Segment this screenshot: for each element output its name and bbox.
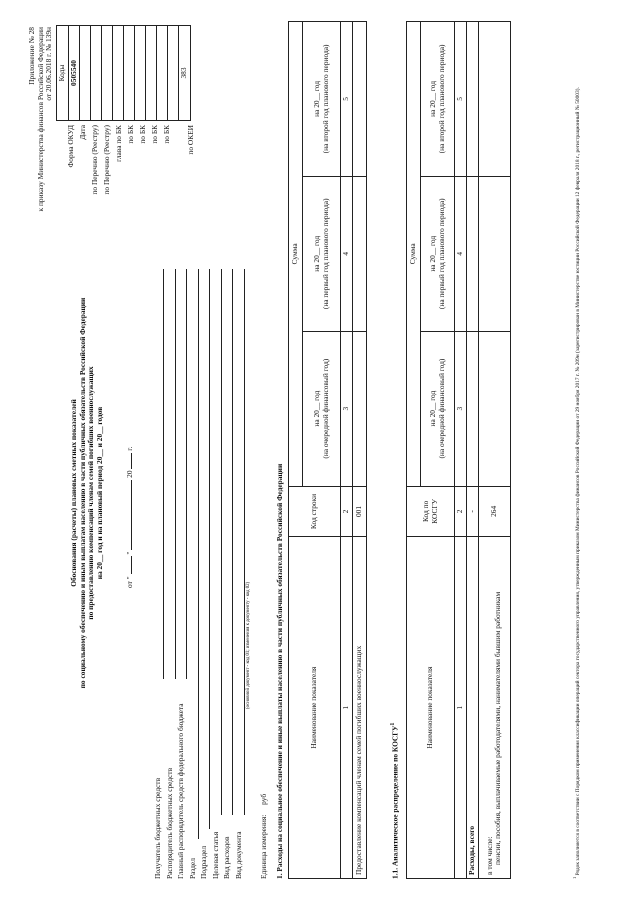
- list1-code-cell[interactable]: [91, 25, 102, 120]
- bk1-code-cell[interactable]: [124, 25, 135, 120]
- s11-col-code: Код по КОСГУ: [407, 486, 455, 537]
- s11-total-year2[interactable]: [466, 176, 478, 331]
- field-label: Распорядитель бюджетных средств: [164, 767, 174, 879]
- s1-num-3: 3: [341, 331, 353, 486]
- title-line-2: по социальному обеспечению и иным выплатам населению в части публичных обязательств Российской Федерации: [77, 297, 87, 688]
- field-label: Главный распорядитель средств федерального бюджета: [176, 702, 185, 879]
- s11-col-year2: на 20__ год (на первый год планового периода): [421, 176, 455, 331]
- footnote: [572, 29, 581, 879]
- date-suffix: г.: [125, 446, 134, 451]
- date-year: 20: [125, 469, 134, 478]
- field-line[interactable]: [244, 269, 245, 815]
- s1-sum-header: Сумма: [289, 21, 303, 486]
- s11-col-year1: на 20__ год (на очередной финансовый год): [421, 331, 455, 486]
- s1-col-year1: на 20__ год (на очередной финансовый год): [303, 331, 341, 486]
- s11-pension-label: пенсии, пособия, выплачиваемые работодателями, нанимателями бывшим работникам: [493, 591, 503, 865]
- s11-num-5: 5: [455, 21, 467, 176]
- field-row: [223, 269, 235, 879]
- footnote-text: Рядок заполняется в соответствии с Порядком применения классификации операций сектора государственного управления, утвержденным приказом Министерства финансов Российской Федерации от 29 ноября 2017 г. № 209н (зарегистрирован в Министерстве юстиции Российской Федерации 12 февраля 2018 г., регистрационный № 50003).: [574, 86, 581, 875]
- s1-row-year3[interactable]: [352, 21, 366, 176]
- fields-list: [154, 269, 252, 879]
- field-line[interactable]: [232, 269, 233, 815]
- appendix-date: от 20.06.2018 г. № 139н: [44, 26, 54, 101]
- section11-table: [406, 21, 511, 879]
- date-code-cell[interactable]: [80, 25, 91, 120]
- field-line[interactable]: [163, 269, 164, 679]
- s11-incl-label: в том числе:: [484, 835, 494, 875]
- field-row: [189, 269, 201, 879]
- form-okud-label: Форма ОКУД: [66, 124, 75, 168]
- s1-row-year2[interactable]: [352, 176, 366, 331]
- empty-code-cell[interactable]: [168, 25, 179, 120]
- field-line[interactable]: [175, 269, 176, 679]
- section11-title-text: 1.1. Аналитическое распределение по КОСГУ: [390, 725, 400, 879]
- field-label: Получатель бюджетных средств: [153, 777, 162, 879]
- section11-title: [390, 722, 400, 878]
- title-line-4: на 20__ год и на плановый период 20__ и 20__ годов: [94, 406, 104, 579]
- field-label: Вид расходов: [222, 836, 231, 879]
- bk2-label: по БК: [138, 124, 147, 144]
- s11-col-name: Наименование показателя: [407, 536, 455, 878]
- footnote-mark: 1: [572, 876, 577, 879]
- s11-num-3: 3: [455, 331, 467, 486]
- unit-label: Единица измерения:: [259, 814, 268, 879]
- field-row: [212, 269, 224, 879]
- field-line[interactable]: [198, 269, 199, 839]
- bk2-code-cell[interactable]: [135, 25, 146, 120]
- bk3-code-cell[interactable]: [146, 25, 157, 120]
- section1-title: 1. Расходы на социальное обеспечение и иные выплаты населению в части публичных обязательств Российской Федерации: [275, 463, 284, 879]
- s11-row-pension: [478, 536, 510, 878]
- doc-type-hint: (основной документ - код 01; изменения к документу - код 02): [246, 581, 251, 709]
- glava-code-cell[interactable]: [113, 25, 124, 120]
- s1-row-code: 001: [352, 486, 366, 537]
- date-middle: ": [125, 551, 134, 555]
- s11-pension-year2[interactable]: [478, 176, 510, 331]
- s1-col-code: Код строки: [289, 486, 341, 537]
- s1-num-1: 1: [341, 536, 353, 878]
- code-labels: [67, 125, 199, 253]
- field-line[interactable]: [221, 269, 222, 815]
- s11-total-year1[interactable]: [466, 331, 478, 486]
- appendix-order: к приказу Министерства финансов Российской Федерации: [35, 26, 45, 211]
- s1-row-year1[interactable]: [352, 331, 366, 486]
- date-month-blank[interactable]: [131, 479, 132, 549]
- bk4-label: по БК: [162, 124, 171, 144]
- form-code-cell: 0505540: [68, 25, 80, 120]
- s11-total-year3[interactable]: [466, 21, 478, 176]
- appendix-header: [28, 27, 54, 407]
- field-label: Вид документа: [233, 830, 243, 879]
- field-label: Целевая статья: [210, 831, 220, 879]
- okei-code-cell: 383: [179, 25, 191, 120]
- title-line-3: по предоставлению компенсаций членам семей погибших военнослужащих: [86, 365, 96, 620]
- s1-col-name: Наименование показателя: [289, 536, 341, 878]
- s11-num-1: 1: [455, 536, 467, 878]
- appendix-number: Приложение № 28: [27, 26, 36, 85]
- s1-num-4: 4: [341, 176, 353, 331]
- bk3-label: по БК: [150, 124, 159, 144]
- field-label: Раздел: [187, 857, 197, 879]
- field-row: [235, 269, 247, 879]
- date-label: Дата: [78, 124, 87, 140]
- s1-num-2: 2: [341, 486, 353, 537]
- s11-num-2: 2: [455, 486, 467, 537]
- title-line-1: Обоснования (расчеты) плановых сметных показателей: [69, 398, 78, 587]
- s11-pension-year1[interactable]: [478, 331, 510, 486]
- s11-row-pension-code: 264: [478, 486, 510, 537]
- field-row: [200, 269, 212, 879]
- list1-label: по Перечню (Реестру): [90, 124, 99, 195]
- s11-num-4: 4: [455, 176, 467, 331]
- unit-value: руб: [259, 793, 268, 805]
- s11-row-total-code: -: [466, 486, 478, 537]
- s1-row-label: Предоставление компенсаций членам семей погибших военнослужащих: [352, 536, 366, 878]
- s11-row-total: Расходы, всего: [466, 536, 478, 878]
- list2-code-cell[interactable]: [102, 25, 113, 120]
- field-label: Подраздел: [199, 845, 208, 879]
- field-row: [177, 269, 189, 879]
- s1-col-year3: на 20__ год (на второй год планового периода): [303, 21, 341, 176]
- bk1-label: по БК: [126, 124, 135, 144]
- okei-label: по ОКЕИ: [186, 124, 195, 155]
- date-year-blank[interactable]: [131, 452, 132, 468]
- field-line[interactable]: [186, 269, 187, 679]
- codes-table: [56, 25, 191, 121]
- unit-line: [260, 793, 269, 878]
- s1-col-year2: на 20__ год (на первый год планового периода): [303, 176, 341, 331]
- list2-label: по Перечню (Реестру): [102, 124, 111, 195]
- bk4-code-cell[interactable]: [157, 25, 168, 120]
- s1-num-5: 5: [341, 21, 353, 176]
- date-prefix: от ": [125, 575, 134, 588]
- codes-header: Коды: [57, 25, 69, 120]
- date-line: [126, 348, 135, 588]
- section11-footnote-mark: 1: [390, 722, 396, 726]
- date-day-blank[interactable]: [131, 556, 132, 574]
- s11-col-year3: на 20__ год (на второй год планового периода): [421, 21, 455, 176]
- field-line[interactable]: [209, 269, 210, 829]
- form-page: [20, 13, 620, 893]
- section1-table: [288, 21, 367, 879]
- s11-sum-header: Сумма: [407, 21, 421, 486]
- s11-pension-year3[interactable]: [478, 21, 510, 176]
- glava-label: глава по БК: [114, 124, 123, 162]
